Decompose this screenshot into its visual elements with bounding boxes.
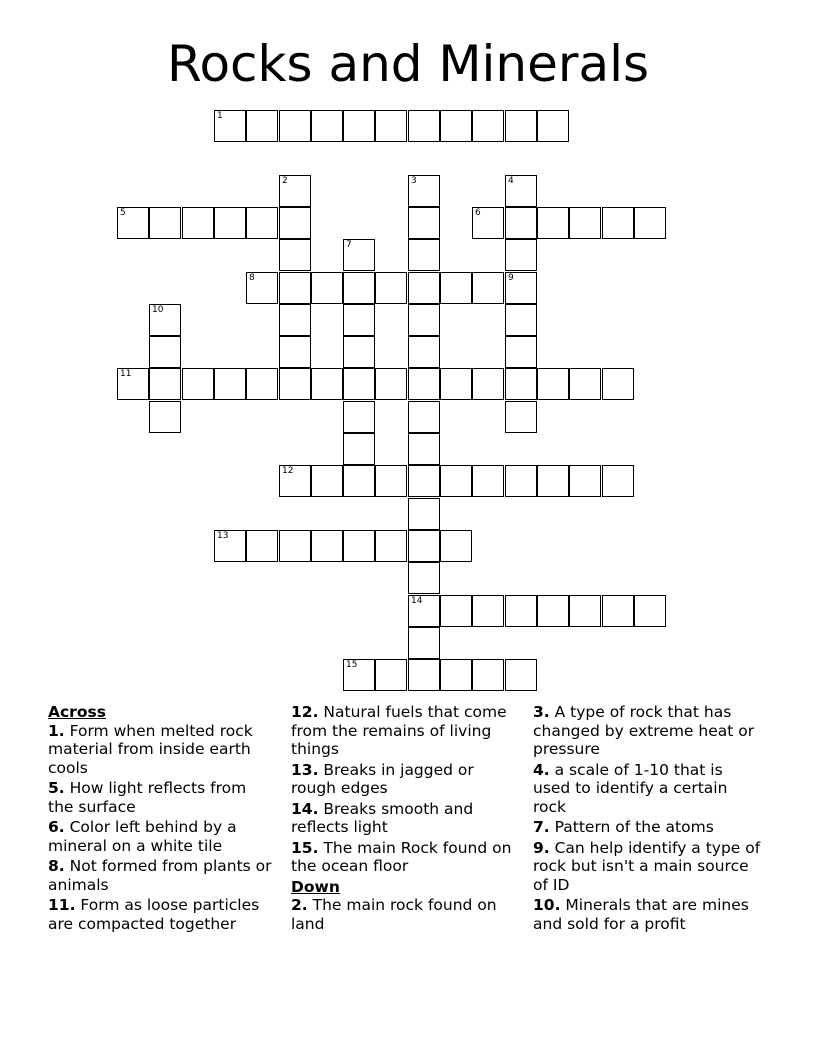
clue-number: 11: [120, 369, 132, 379]
clue-number-label: 7.: [533, 818, 550, 836]
clue-number-label: 14.: [291, 799, 319, 818]
clue-text: Form when melted rock material from inside earth cools: [48, 721, 253, 777]
clue-number-label: 6.: [48, 818, 65, 836]
grid-cell[interactable]: [343, 401, 375, 433]
grid-cell[interactable]: [505, 465, 537, 497]
grid-cell[interactable]: [311, 465, 343, 497]
clues-column-1: [48, 703, 276, 935]
grid-cell[interactable]: [375, 659, 407, 691]
clue-item: [48, 818, 276, 855]
clue-text: The main Rock found on the ocean floor: [291, 838, 512, 875]
grid-cell[interactable]: [279, 239, 311, 271]
grid-cell[interactable]: [214, 368, 246, 400]
grid-cell[interactable]: [505, 175, 537, 207]
clue-number: 5: [120, 208, 126, 218]
clue-number: 4: [508, 176, 514, 186]
grid-cell[interactable]: [246, 207, 278, 239]
grid-cell[interactable]: [408, 433, 440, 465]
clue-heading: Across: [48, 703, 106, 721]
clue-number-label: 2.: [291, 896, 308, 914]
grid-cell[interactable]: [149, 401, 181, 433]
grid-cell[interactable]: [408, 659, 440, 691]
grid-cell[interactable]: [505, 304, 537, 336]
clue-number: 12: [282, 466, 294, 476]
grid-cell[interactable]: [343, 368, 375, 400]
grid-cell[interactable]: [440, 530, 472, 562]
grid-cell[interactable]: [472, 272, 504, 304]
clue-number-label: 10.: [533, 896, 561, 914]
grid-cell[interactable]: [602, 368, 634, 400]
grid-cell[interactable]: [602, 207, 634, 239]
clue-number: 10: [152, 305, 164, 315]
clue-number: 9: [508, 273, 514, 283]
grid-cell[interactable]: [440, 272, 472, 304]
clue-text: Breaks smooth and reflects light: [291, 799, 474, 836]
grid-cell[interactable]: [505, 239, 537, 271]
grid-cell[interactable]: [311, 272, 343, 304]
grid-cell[interactable]: [440, 465, 472, 497]
grid-cell[interactable]: [279, 530, 311, 562]
grid-cell[interactable]: [569, 368, 601, 400]
clue-item: [291, 839, 519, 876]
grid-cell[interactable]: [279, 465, 311, 497]
clue-item: [48, 857, 276, 894]
clue-number: 7: [346, 240, 352, 250]
grid-cell[interactable]: [408, 304, 440, 336]
grid-cell[interactable]: [214, 530, 246, 562]
grid-cell[interactable]: [408, 562, 440, 594]
clues-column-3: [533, 703, 761, 935]
grid-cell[interactable]: [408, 595, 440, 627]
grid-cell[interactable]: [343, 239, 375, 271]
clue-item: [533, 839, 761, 895]
grid-cell[interactable]: [408, 110, 440, 142]
grid-cell[interactable]: [279, 175, 311, 207]
clue-number: 13: [217, 531, 229, 541]
grid-cell[interactable]: [505, 336, 537, 368]
grid-cell[interactable]: [279, 304, 311, 336]
clue-item: [291, 800, 519, 837]
clue-text: The main rock found on land: [291, 896, 497, 933]
grid-cell[interactable]: [279, 272, 311, 304]
grid-cell[interactable]: [505, 368, 537, 400]
grid-cell[interactable]: [505, 401, 537, 433]
clue-text: a scale of 1-10 that is used to identify a certain rock: [533, 760, 728, 816]
grid-cell[interactable]: [505, 659, 537, 691]
grid-cell[interactable]: [537, 110, 569, 142]
clue-item: [533, 703, 761, 759]
grid-cell[interactable]: [537, 207, 569, 239]
grid-cell[interactable]: [182, 368, 214, 400]
grid-cell[interactable]: [602, 465, 634, 497]
grid-cell[interactable]: [602, 595, 634, 627]
grid-cell[interactable]: [279, 336, 311, 368]
page-title: Rocks and Minerals: [166, 35, 650, 93]
clue-number-label: 11.: [48, 896, 76, 914]
grid-cell[interactable]: [343, 272, 375, 304]
clue-number-label: 4.: [533, 760, 550, 779]
grid-cell[interactable]: [472, 659, 504, 691]
grid-cell[interactable]: [505, 207, 537, 239]
clue-number: 15: [346, 660, 358, 670]
clue-text: Can help identify a type of rock but isn't a main source of ID: [533, 838, 761, 894]
grid-cell[interactable]: [537, 595, 569, 627]
grid-cell[interactable]: [246, 530, 278, 562]
clue-item: [291, 703, 519, 759]
clue-number-label: 13.: [291, 760, 319, 779]
grid-cell[interactable]: [569, 595, 601, 627]
grid-cell[interactable]: [246, 272, 278, 304]
grid-cell[interactable]: [117, 368, 149, 400]
grid-cell[interactable]: [408, 465, 440, 497]
grid-cell[interactable]: [408, 272, 440, 304]
clue-text: Natural fuels that come from the remains of living things: [291, 703, 507, 758]
grid-cell[interactable]: [343, 110, 375, 142]
clue-number-label: 1.: [48, 721, 65, 740]
grid-cell[interactable]: [343, 659, 375, 691]
grid-cell[interactable]: [440, 368, 472, 400]
clue-text: Pattern of the atoms: [549, 818, 714, 836]
clue-item: [533, 761, 761, 817]
grid-cell[interactable]: [472, 595, 504, 627]
clue-number-label: 9.: [533, 838, 550, 857]
grid-cell[interactable]: [117, 207, 149, 239]
clue-item: [533, 896, 761, 933]
grid-cell[interactable]: [343, 304, 375, 336]
clue-number-label: 3.: [533, 703, 550, 721]
grid-cell[interactable]: [311, 368, 343, 400]
grid-cell[interactable]: [472, 110, 504, 142]
grid-cell[interactable]: [569, 207, 601, 239]
clue-number-label: 12.: [291, 703, 319, 721]
clue-text: Minerals that are mines and sold for a profit: [533, 896, 749, 933]
grid-cell[interactable]: [182, 207, 214, 239]
clue-text: Not formed from plants or animals: [48, 857, 272, 894]
grid-cell[interactable]: [149, 368, 181, 400]
clue-item: [48, 722, 276, 778]
grid-cell[interactable]: [311, 110, 343, 142]
clue-number: 3: [411, 176, 417, 186]
grid-cell[interactable]: [537, 465, 569, 497]
grid-cell[interactable]: [569, 465, 601, 497]
clue-number: 6: [475, 208, 481, 218]
grid-cell[interactable]: [375, 110, 407, 142]
clue-text: Color left behind by a mineral on a white tile: [48, 818, 237, 855]
grid-cell[interactable]: [408, 498, 440, 530]
grid-cell[interactable]: [375, 465, 407, 497]
grid-cell[interactable]: [408, 207, 440, 239]
grid-cell[interactable]: [408, 627, 440, 659]
grid-cell[interactable]: [343, 530, 375, 562]
clue-number-label: 15.: [291, 838, 319, 857]
grid-cell[interactable]: [149, 304, 181, 336]
clue-text: How light reflects from the surface: [48, 779, 247, 816]
grid-cell[interactable]: [408, 239, 440, 271]
grid-cell[interactable]: [343, 433, 375, 465]
grid-cell[interactable]: [408, 175, 440, 207]
grid-cell[interactable]: [505, 110, 537, 142]
grid-cell[interactable]: [440, 659, 472, 691]
grid-cell[interactable]: [472, 465, 504, 497]
grid-cell[interactable]: [440, 110, 472, 142]
grid-cell[interactable]: [472, 207, 504, 239]
grid-cell[interactable]: [634, 595, 666, 627]
clue-item: [48, 779, 276, 816]
clue-text: Breaks in jagged or rough edges: [291, 760, 474, 797]
grid-cell[interactable]: [440, 595, 472, 627]
grid-cell[interactable]: [149, 336, 181, 368]
clues-column-2: [291, 703, 519, 935]
grid-cell[interactable]: [343, 465, 375, 497]
grid-cell[interactable]: [343, 336, 375, 368]
clue-heading: Down: [291, 877, 340, 896]
grid-cell[interactable]: [311, 530, 343, 562]
grid-cell[interactable]: [375, 368, 407, 400]
grid-cell[interactable]: [279, 368, 311, 400]
grid-cell[interactable]: [279, 207, 311, 239]
grid-cell[interactable]: [408, 401, 440, 433]
grid-cell[interactable]: [537, 368, 569, 400]
clue-item: [533, 818, 761, 837]
grid-cell[interactable]: [505, 272, 537, 304]
clue-item: [291, 761, 519, 798]
clue-number-label: 8.: [48, 857, 65, 875]
grid-cell[interactable]: [375, 272, 407, 304]
clue-item: [291, 896, 519, 933]
grid-cell[interactable]: [408, 336, 440, 368]
grid-cell[interactable]: [408, 368, 440, 400]
clue-number-label: 5.: [48, 779, 65, 797]
clue-text: A type of rock that has changed by extreme heat or pressure: [533, 703, 755, 758]
clue-text: Form as loose particles are compacted together: [48, 896, 260, 933]
grid-cell[interactable]: [246, 110, 278, 142]
clue-number: 14: [411, 596, 423, 606]
grid-cell[interactable]: [214, 207, 246, 239]
clue-item: [48, 896, 276, 933]
clue-number: 8: [249, 273, 255, 283]
grid-cell[interactable]: [246, 368, 278, 400]
grid-cell[interactable]: [375, 530, 407, 562]
grid-cell[interactable]: [214, 110, 246, 142]
grid-cell[interactable]: [279, 110, 311, 142]
grid-cell[interactable]: [634, 207, 666, 239]
grid-cell[interactable]: [505, 595, 537, 627]
grid-cell[interactable]: [149, 207, 181, 239]
grid-cell[interactable]: [408, 530, 440, 562]
clue-number: 1: [217, 111, 223, 121]
clue-number: 2: [282, 176, 288, 186]
grid-cell[interactable]: [472, 368, 504, 400]
